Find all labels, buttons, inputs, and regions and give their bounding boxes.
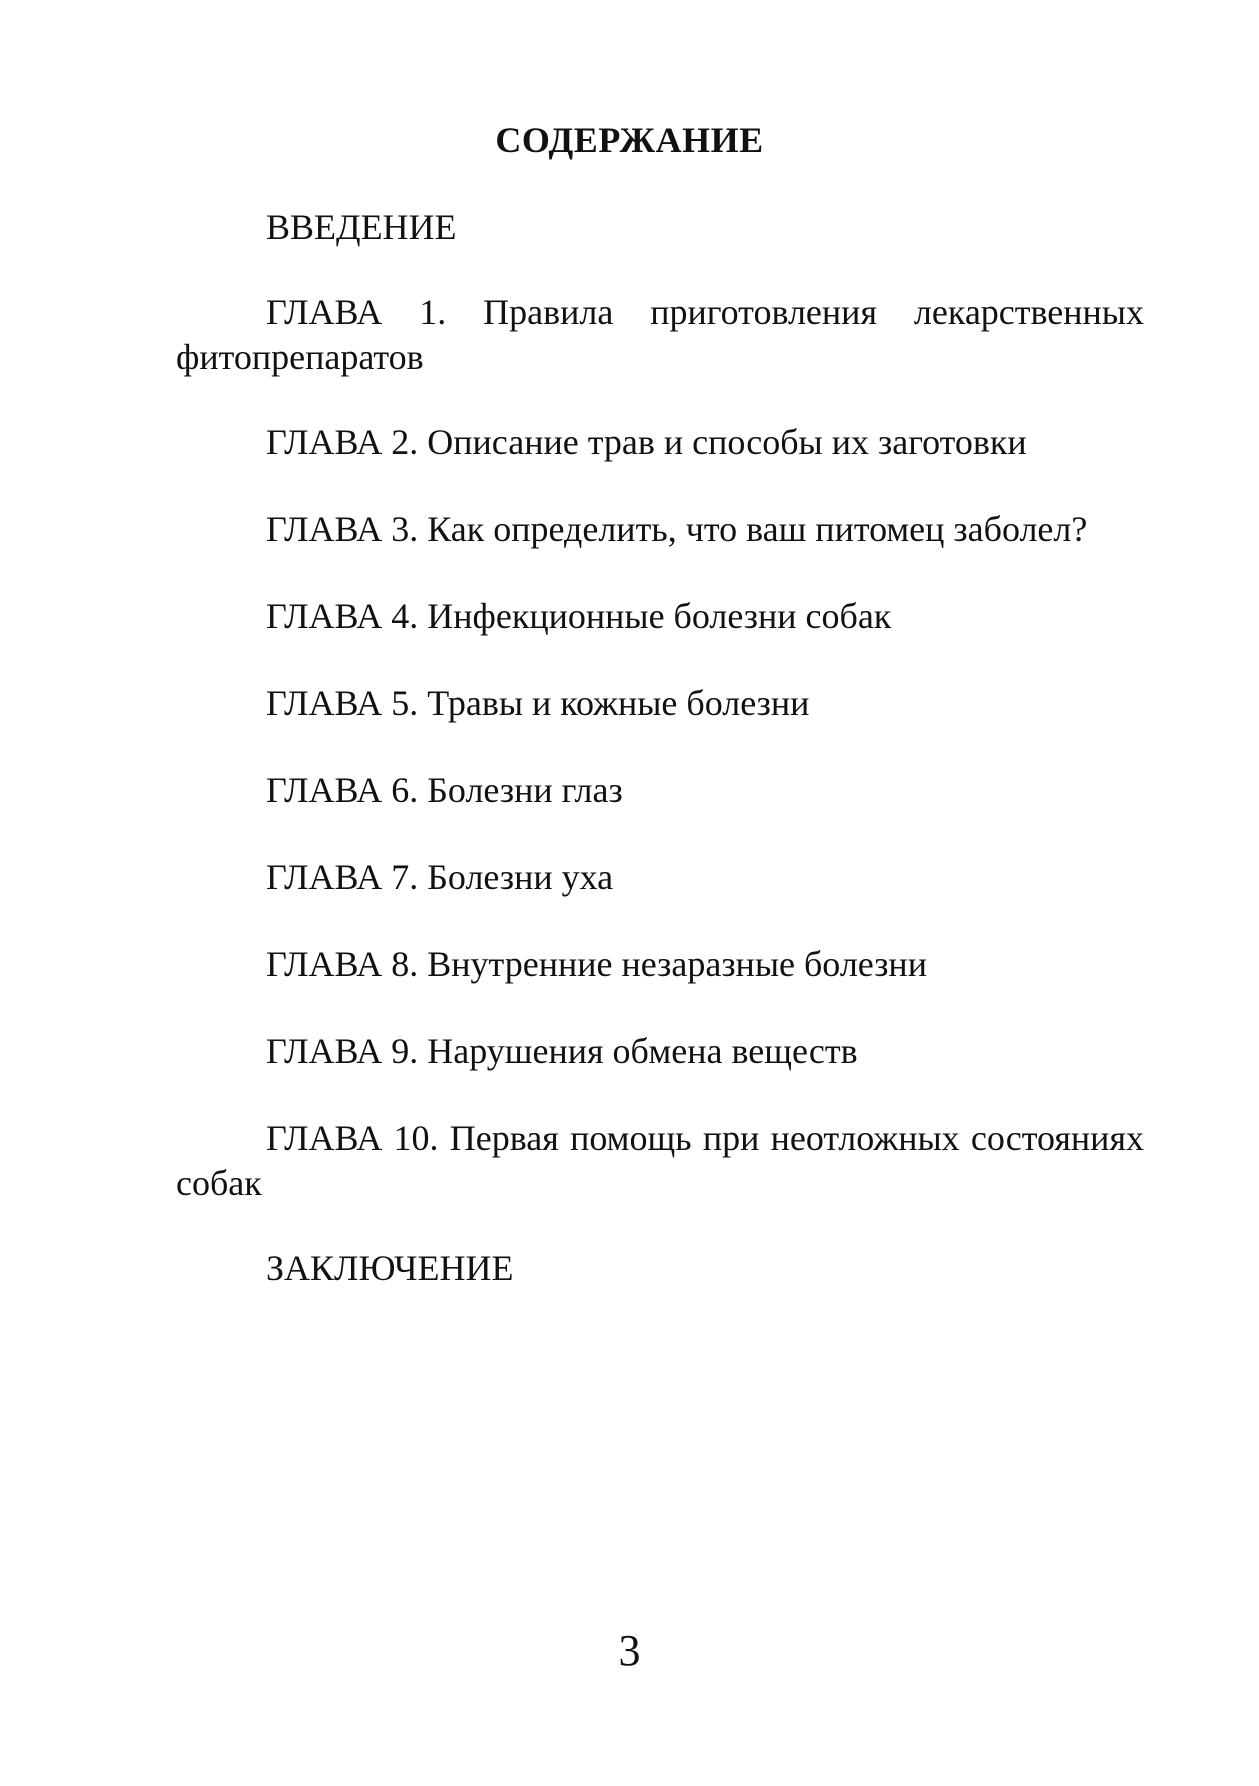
toc-entry-chapter-1: ГЛАВА 1. Правила приготовления лекарственных фитопрепаратов <box>176 292 1144 377</box>
toc-entry-conclusion: ЗАКЛЮЧЕНИЕ <box>266 1248 514 1288</box>
page-number: 3 <box>618 1626 641 1675</box>
toc-entry-chapter-3: ГЛАВА 3. Как определить, что ваш питомец заболел? <box>266 509 1088 549</box>
toc-entry-chapter-9: ГЛАВА 9. Нарушения обмена веществ <box>266 1031 858 1071</box>
toc-entry-chapter-10: ГЛАВА 10. Первая помощь при неотложных состояниях собак <box>176 1118 1144 1203</box>
toc-entry-chapter-2: ГЛАВА 2. Описание трав и способы их заготовки <box>266 422 1027 462</box>
toc-entry-chapter-5: ГЛАВА 5. Травы и кожные болезни <box>266 683 810 723</box>
toc-entry-chapter-4: ГЛАВА 4. Инфекционные болезни собак <box>266 596 892 636</box>
toc-entry-chapter-7: ГЛАВА 7. Болезни уха <box>266 857 614 897</box>
toc-entry-chapter-8: ГЛАВА 8. Внутренние незаразные болезни <box>266 944 927 984</box>
toc-entry-introduction: ВВЕДЕНИЕ <box>266 207 457 247</box>
toc-entry-chapter-6: ГЛАВА 6. Болезни глаз <box>266 770 623 810</box>
page-title: СОДЕРЖАНИЕ <box>495 120 764 160</box>
